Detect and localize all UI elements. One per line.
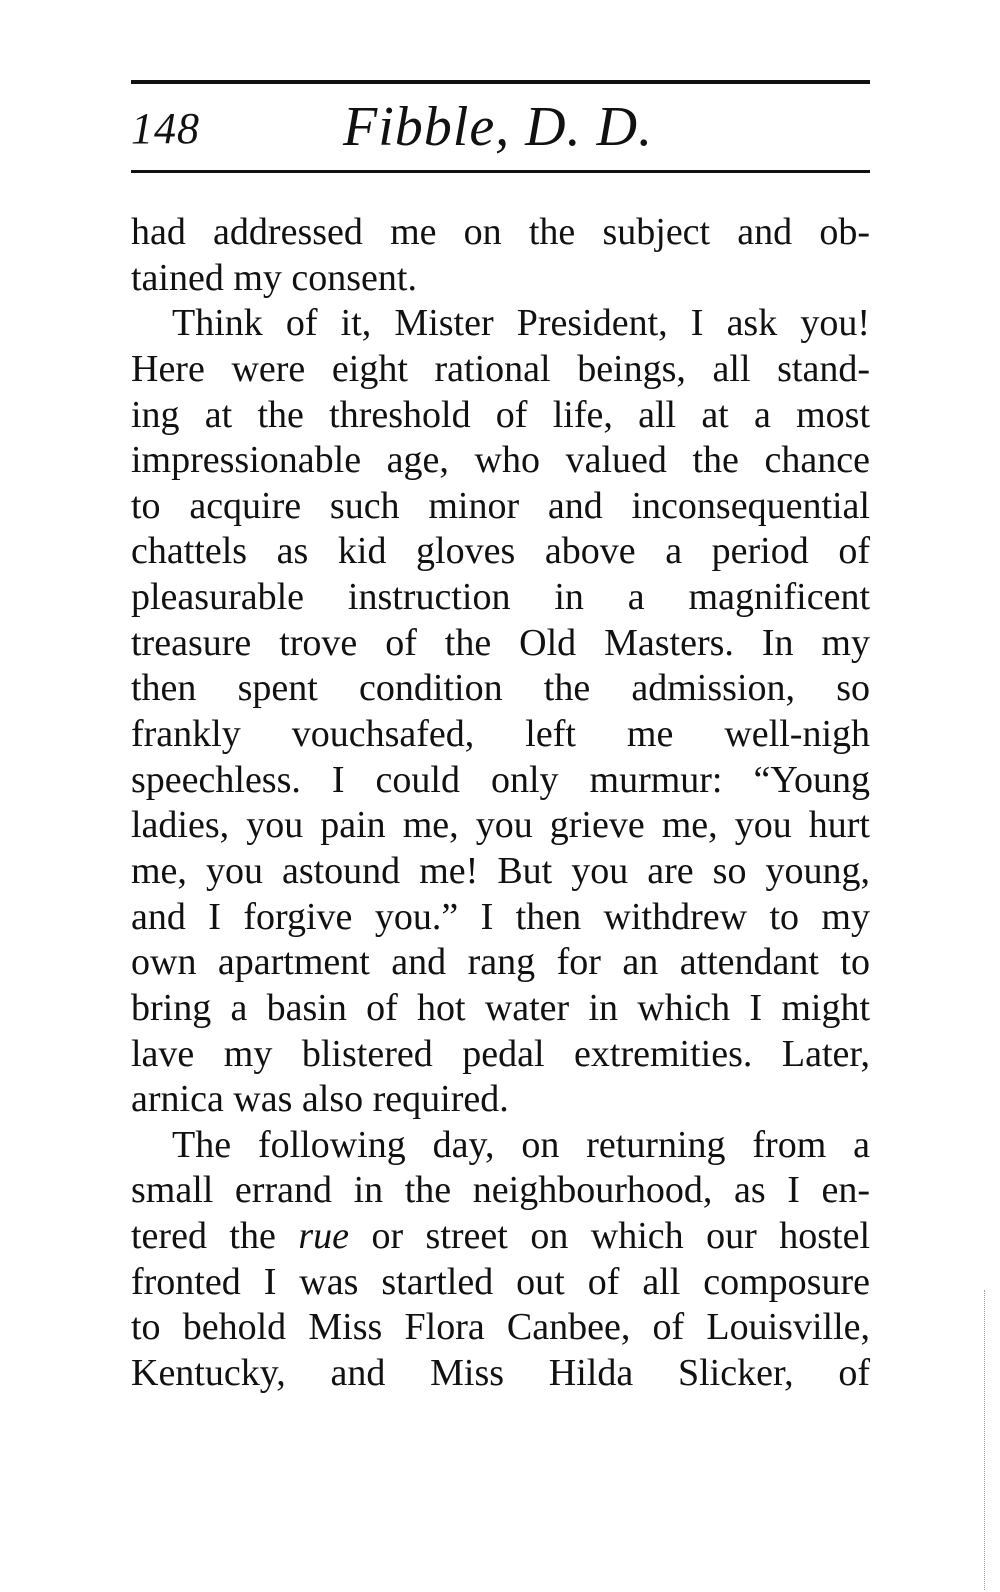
running-header — [131, 98, 870, 160]
text-line — [131, 1214, 870, 1260]
text-line: impressionable age, who valued the chance — [131, 439, 870, 482]
text-line: Kentucky, and Miss Hilda Slicker, of — [131, 1352, 870, 1395]
text-line: Think of it, Mister President, I ask you! — [172, 302, 870, 345]
text-line: The following day, on returning from a — [172, 1123, 870, 1166]
text-line: then spent condition the admission, so — [131, 667, 870, 710]
text-line: and I forgive you.” I then withdrew to my — [131, 895, 870, 938]
text-line: to acquire such minor and inconsequential — [131, 484, 870, 527]
text-line: fronted I was startled out of all composure — [131, 1260, 870, 1303]
text-line: pleasurable instruction in a magnificent — [131, 576, 870, 619]
text-line: small errand in the neighbourhood, as I en- — [131, 1169, 870, 1212]
header-top-rule — [131, 80, 870, 84]
text-line: had addressed me on the subject and ob- — [131, 211, 870, 253]
text-line: Here were eight rational beings, all stand- — [131, 347, 870, 390]
text-line: frankly vouchsafed, left me well-nigh — [131, 713, 870, 756]
text-segment: or street on which our hostel — [371, 1215, 871, 1258]
text-line: chattels as kid gloves above a period of — [131, 530, 870, 573]
italic-word: rue — [298, 1215, 349, 1258]
text-line: arnica was also required. — [131, 1078, 509, 1121]
text-line: me, you astound me! But you are so young, — [131, 849, 870, 892]
text-line: ladies, you pain me, you grieve me, you hurt — [131, 804, 870, 847]
body-text — [131, 210, 870, 1397]
text-line: treasure trove of the Old Masters. In my — [131, 621, 870, 664]
page-number: 148 — [131, 104, 200, 153]
text-line: tained my consent. — [131, 256, 417, 299]
text-line: to behold Miss Flora Canbee, of Louisville, — [131, 1306, 870, 1349]
text-line: ing at the threshold of life, all at a most — [131, 393, 870, 436]
running-title: Fibble, D. D. — [343, 96, 654, 158]
header-bottom-rule — [131, 170, 870, 173]
book-page — [131, 0, 870, 1592]
text-line: bring a basin of hot water in which I might — [131, 986, 870, 1029]
scan-margin-artifact — [984, 1290, 989, 1590]
text-segment: tered the — [131, 1215, 276, 1258]
text-line: lave my blistered pedal extremities. Later, — [131, 1032, 870, 1075]
text-line: own apartment and rang for an attendant to — [131, 941, 870, 984]
text-line: speechless. I could only murmur: “Young — [131, 758, 870, 801]
